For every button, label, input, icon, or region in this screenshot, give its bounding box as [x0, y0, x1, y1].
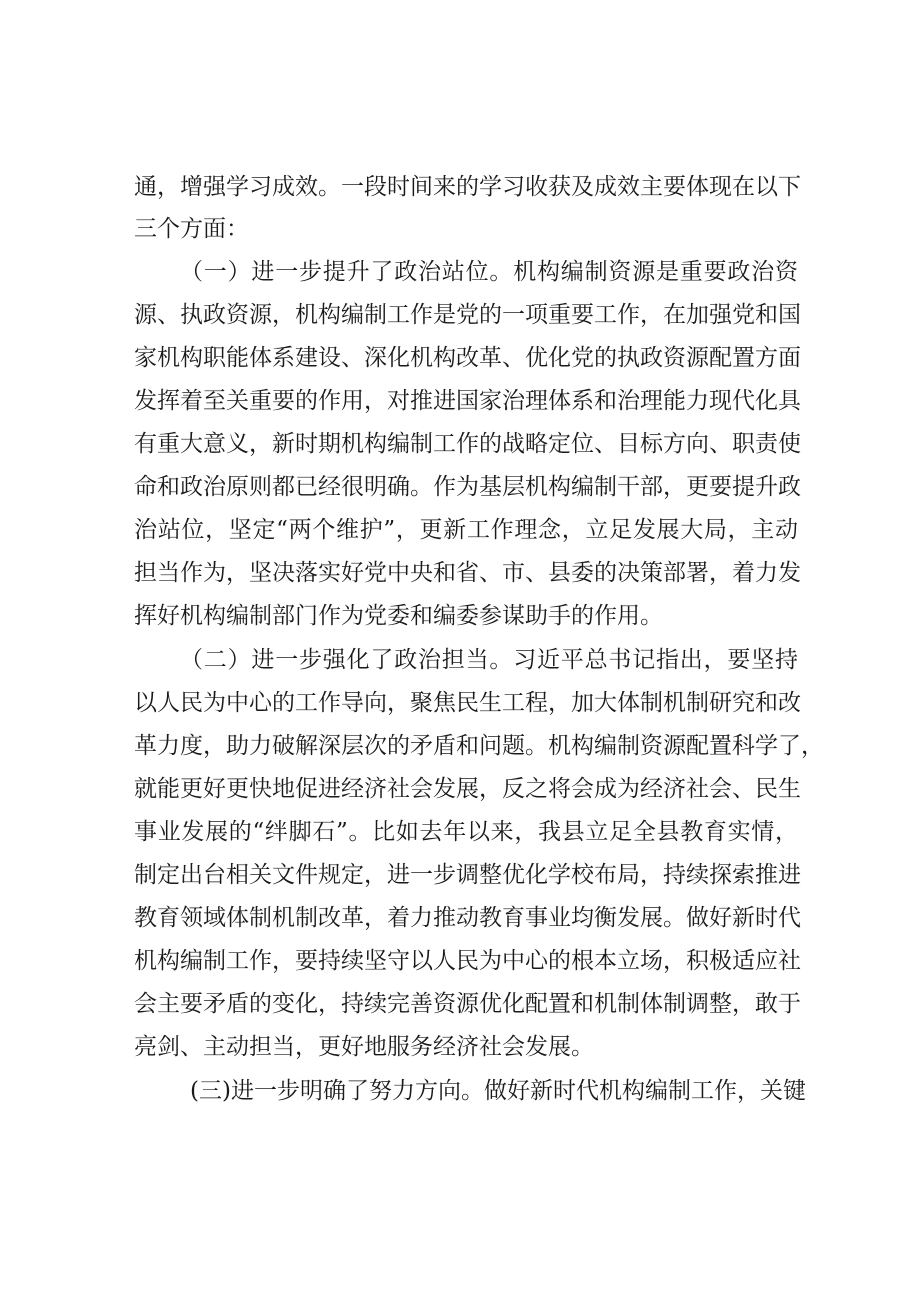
text-line: 发挥着至关重要的作用，对推进国家治理体系和治理能力现代化具 [134, 388, 801, 414]
paragraph-2-heading-line: （二）进一步强化了政治担当。习近平总书记指出，要坚持 [180, 647, 798, 673]
text-line: 通，增强学习成效。一段时间来的学习收获及成效主要体现在以下 [134, 174, 801, 200]
text-line: 事业发展的“绊脚石”。比如去年以来，我县立足全县教育实情， [134, 819, 798, 845]
paragraph-1-heading-line: （一）进一步提升了政治站位。机构编制资源是重要政治资 [180, 259, 798, 285]
text-line: 治站位，坚定“两个维护”，更新工作理念，立足发展大局，主动 [134, 517, 798, 543]
text-line: 以人民为中心的工作导向，聚焦民生工程，加大体制机制研究和改 [134, 690, 801, 716]
text-line: 有重大意义，新时期机构编制工作的战略定位、目标方向、职责使 [134, 431, 801, 457]
text-line: 三个方面： [134, 216, 249, 242]
text-line: 挥好机构编制部门作为党委和编委参谋助手的作用。 [134, 603, 663, 629]
text-line: 机构编制工作，要持续坚守以人民为中心的根本立场，积极适应社 [134, 948, 801, 974]
text-line: 教育领域体制机制改革，着力推动教育事业均衡发展。做好新时代 [134, 905, 801, 931]
paragraph-3-heading-line: (三)进一步明确了努力方向。做好新时代机构编制工作，关键 [190, 1078, 806, 1104]
text-line: 就能更好更快地促进经济社会发展，反之将会成为经济社会、民生 [134, 776, 801, 802]
text-line: 革力度，助力破解深层次的矛盾和问题。机构编制资源配置科学了， [134, 733, 824, 759]
text-line: 亮剑、主动担当，更好地服务经济社会发展。 [134, 1034, 594, 1060]
text-line: 会主要矛盾的变化，持续完善资源优化配置和机制体制调整，敢于 [134, 991, 801, 1017]
text-line: 制定出台相关文件规定，进一步调整优化学校布局，持续探索推进 [134, 862, 801, 888]
text-line: 命和政治原则都已经很明确。作为基层机构编制干部，更要提升政 [134, 474, 801, 500]
text-line: 担当作为，坚决落实好党中央和省、市、县委的决策部署，着力发 [134, 560, 801, 586]
text-line: 家机构职能体系建设、深化机构改革、优化党的执政资源配置方面 [134, 345, 801, 371]
text-line: 源、执政资源，机构编制工作是党的一项重要工作，在加强党和国 [134, 302, 801, 328]
